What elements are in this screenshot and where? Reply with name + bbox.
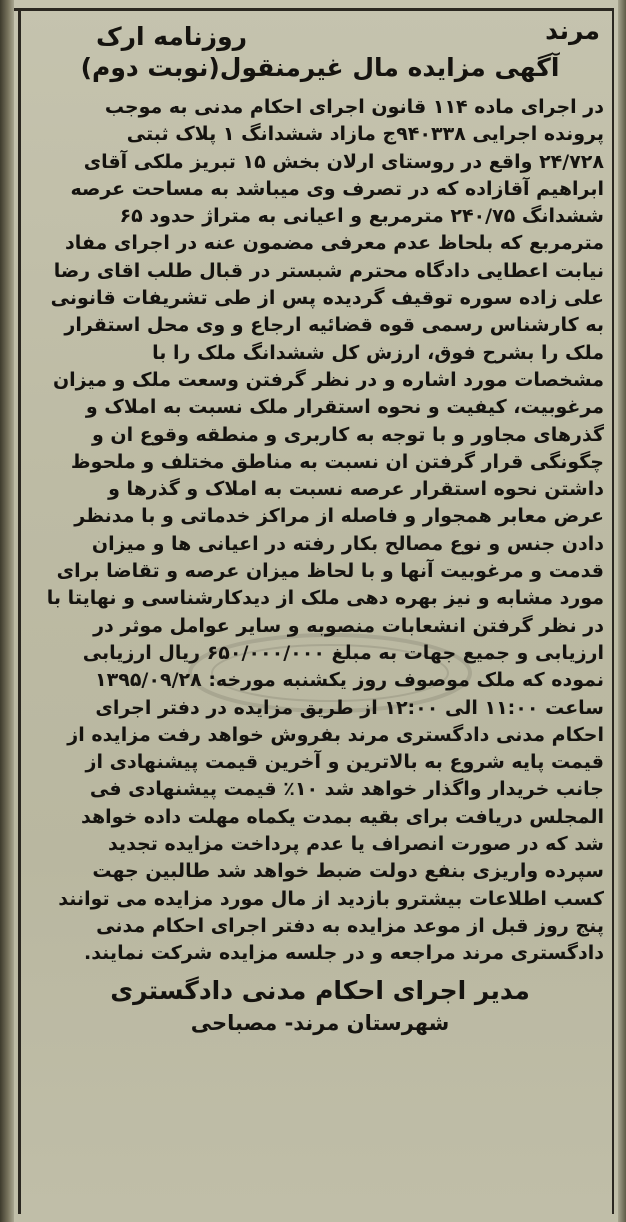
body-line: سپرده واریزی بنفع دولت ضبط خواهد شد طالبین جهت [92,860,604,883]
body-line: داشتن نحوه استقرار عرصه نسبت به املاک و گذرها و [108,478,604,501]
body-line: دادگستری مرند مراجعه و در جلسه مزایده شرکت نمایند. [83,942,604,965]
body-line: گذرهای مجاور و با توجه به کاربری و منطقه وقوع ان و [92,423,604,446]
paper-edge-left [0,0,14,1222]
masthead [36,12,604,51]
signature-subtitle: شهرستان مرند- مصباحی [190,1010,450,1035]
right-border-rule [612,8,614,1214]
body-line: جانب خریدار واگذار خواهد شد ۱۰٪ قیمت پیشنهادی فی [89,778,604,801]
body-line: کسب اطلاعات بیشترو بازدید از مال مورد مزایده می توانند [58,887,604,910]
body-line: ملک را بشرح فوق، ارزش کل ششدانگ ملک را با [152,341,604,364]
body-line: ۲۴/۷۲۸ واقع در روستای ارلان بخش ۱۵ تبریز ملکی آقای [83,150,604,173]
body-line: مرغوبیت، کیفیت و نحوه استقرار ملک نسبت به املاک و [85,396,604,419]
body-line: دادن جنس و نوع مصالح بکار رفته در اعیانی ها و میزان [91,532,604,555]
auction-notice [36,12,604,1038]
signature-block [36,974,604,1038]
left-border-rule [18,8,21,1214]
body-line: ساعت ۱۱:۰۰ الی ۱۲:۰۰ از طریق مزایده در دفتر اجرای [95,696,604,719]
body-line: چگونگی قرار گرفتن ان نسبت به مناطق مختلف و ملحوظ [70,450,604,473]
body-line: علی زاده سوره توقیف گردیده پس از طی تشریفات قانونی [50,287,604,310]
body-line: ارزیابی و جمیع جهات به مبلغ ۶۵۰/۰۰۰/۰۰۰ ریال ارزیابی [82,641,604,664]
body-line: نیابت اعطایی دادگاه محترم شبستر در قبال طلب اقای رضا [53,259,604,282]
notice-title: آگهی مزایده مال غیرمنقول(نوبت دوم) [80,53,560,82]
body-line: پرونده اجرایی ۹۴۰۳۳۸ج مازاد ششدانگ ۱ پلاک ثبتی [126,123,604,146]
body-line: به کارشناس رسمی قوه قضائیه ارجاع و وی محل استقرار [64,314,604,337]
signature-title: مدیر اجرای احکام مدنی دادگستری [110,975,530,1005]
body-line: ابراهیم آقازاده که در تصرف وی میباشد به مساحت عرصه [70,177,604,200]
body-line: المجلس دریافت برای بقیه بمدت یکماه مهلت داده خواهد [81,805,604,828]
body-line: در نظر گرفتن انشعابات منصوبه و سایر عوامل موثر در [93,614,604,637]
notice-body [36,94,604,968]
top-border-rule [14,8,612,11]
body-line: عرض معابر همجوار و فاصله از مراکز خدماتی و با مدنظر [74,505,604,528]
body-line: ششدانگ ۲۴۰/۷۵ مترمربع و اعیانی به متراژ حدود ۶۵ [119,205,604,228]
body-line: قدمت و مرغوبیت آنها و با لحاظ میزان عرصه و تقاضا برای [56,560,604,583]
paper-edge-right [618,0,626,1222]
city-label: مرند [545,16,600,45]
body-line: مورد مشابه و نیز بهره دهی ملک از دیدکارشناسی و نهایتا با [46,587,604,610]
body-line: قیمت پایه شروع به بالاترین و آخرین قیمت پیشنهادی از [85,751,604,774]
body-line: مشخصات مورد اشاره و در نظر گرفتن وسعت ملک و میزان [52,368,604,391]
body-line: نموده که ملک موصوف روز یکشنبه مورخه: ۱۳۹۵/۰۹/۲۸ [95,669,604,692]
newspaper-name: روزنامه ارک [96,22,248,51]
body-line: مترمربع که بلحاظ عدم معرفی مضمون عنه در اجرای مفاد [64,232,604,255]
body-line: پنج روز قبل از موعد مزایده به دفتر اجرای احکام مدنی [96,914,604,937]
body-line: احکام مدنی دادگستری مرند بفروش خواهد رفت مزایده از [67,723,604,746]
body-line: در اجرای ماده ۱۱۴ قانون اجرای احکام مدنی به موجب [104,96,604,118]
body-line: شد که در صورت انصراف یا عدم پرداخت مزایده تجدید [107,833,604,856]
